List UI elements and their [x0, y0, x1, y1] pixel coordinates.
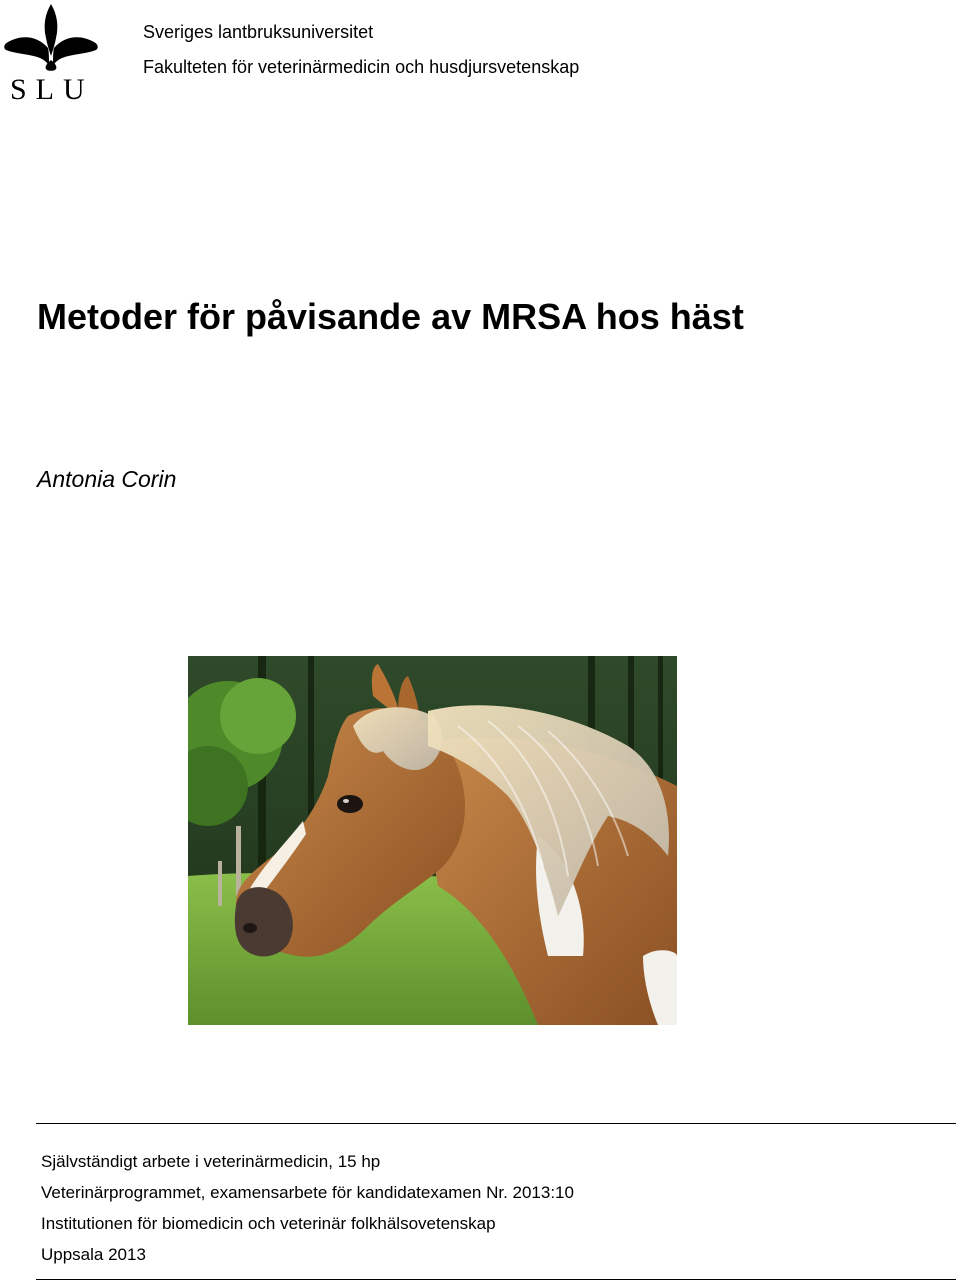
footer-line-course: Självständigt arbete i veterinärmedicin, 15 hp	[41, 1152, 381, 1171]
footer-line-department: Institutionen för biomedicin och veterinär folkhälsovetenskap	[41, 1214, 496, 1233]
footer-line-place-year: Uppsala 2013	[41, 1245, 146, 1264]
horse-photo	[188, 656, 677, 1025]
footer-block	[41, 1146, 574, 1270]
svg-text:SLU: SLU	[10, 73, 94, 102]
author-name: Antonia Corin	[37, 466, 177, 492]
faculty-name: Fakulteten för veterinärmedicin och husdjursvetenskap	[143, 57, 580, 77]
document-title: Metoder för påvisande av MRSA hos häst	[37, 296, 744, 337]
footer-line-programme: Veterinärprogrammet, examensarbete för kandidatexamen Nr. 2013:10	[41, 1183, 574, 1202]
institution-name: Sveriges lantbruksuniversitet	[143, 22, 374, 42]
horse-photo-icon	[188, 656, 677, 1025]
slu-logo-icon	[2, 0, 100, 102]
footer-bottom-rule	[36, 1279, 956, 1280]
footer-top-rule	[36, 1123, 956, 1124]
